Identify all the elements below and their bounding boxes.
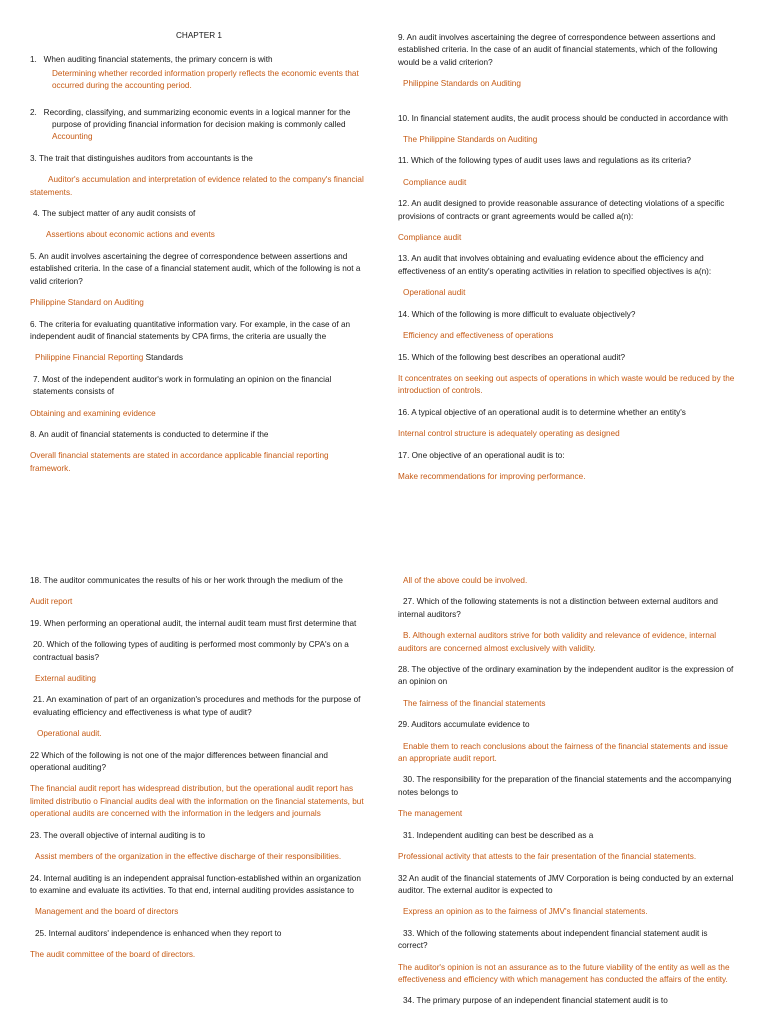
question-text: 4. The subject matter of any audit consists of <box>33 209 196 219</box>
question-4 <box>30 208 368 242</box>
answer-text: Management and the board of directors <box>35 907 179 917</box>
answer-text: Overall financial statements are stated in accordance applicable financial reporting framework. <box>30 451 329 473</box>
answer-text: Operational audit <box>403 288 466 298</box>
question-text: 33. Which of the following statements about independent financial statement audit is correct? <box>398 928 708 951</box>
answer-text: Efficiency and effectiveness of operations <box>403 331 554 341</box>
question-text: 3. The trait that distinguishes auditors from accountants is the <box>30 153 253 163</box>
answer-text: B. Although external auditors strive for both validity and relevance of evidence, internal auditors are concerned almost exclusively with validity. <box>398 631 717 653</box>
question-text: 1. When auditing financial statements, the primary concern is with <box>30 55 273 65</box>
question-text: 25. Internal auditors' independence is enhanced when they report to <box>35 928 282 938</box>
question-9 <box>398 32 738 91</box>
answer-text: Compliance audit <box>403 177 467 187</box>
answer-text: It concentrates on seeking out aspects of operations in which waste would be reduced by the introduction of controls. <box>398 373 735 396</box>
question-34 <box>398 995 738 1007</box>
question-text: 19. When performing an operational audit, the internal audit team must first determine that <box>30 618 357 628</box>
column-bottom-right <box>398 575 738 1008</box>
question-text: 30. The responsibility for the preparation of the financial statements and the accompanying notes belongs to <box>398 775 732 797</box>
question-7 <box>30 374 368 420</box>
question-20 <box>30 639 368 685</box>
question-text: 16. A typical objective of an operational audit is to determine whether an entity's <box>398 407 686 417</box>
question-text: 5. An audit involves ascertaining the degree of correspondence between assertions and established criteria. In the case of a financial statement audit, which of the following is not a valid criterion? <box>30 251 361 286</box>
answer-text: The Philippine Standards on Auditing <box>403 135 538 145</box>
answer-text: Assertions about economic actions and events <box>46 230 215 240</box>
question-8 <box>30 429 368 475</box>
question-29 <box>398 719 738 765</box>
answer-text: The auditor's opinion is not an assurance as to the future viability of the entity as well as the effectiveness and efficiency with which management has conducted the affairs of the entity. <box>398 962 730 984</box>
question-text: 34. The primary purpose of an independent financial statement audit is to <box>403 996 668 1006</box>
chapter-title: CHAPTER 1 <box>176 31 222 40</box>
question-text: 32 An audit of the financial statements of JMV Corporation is being conducted by an external auditor. The external auditor is expected to <box>398 873 734 895</box>
question-11 <box>398 155 738 189</box>
question-text: 28. The objective of the ordinary examination by the independent auditor is the expression of an opinion on <box>398 665 734 687</box>
question-text: 22 Which of the following is not one of the major differences between financial and operational auditing? <box>30 750 328 773</box>
question-10 <box>398 113 738 147</box>
answer-text: Enable them to reach conclusions about the fairness of the financial statements and issue an appropriate audit report. <box>398 741 728 764</box>
answer-text: Professional activity that attests to the fair presentation of the financial statements. <box>398 852 697 862</box>
answer-tail: Standards <box>143 353 183 363</box>
question-text: 6. The criteria for evaluating quantitative information vary. For example, in the case of an independent audit of financial statements by CPA firms, the criteria are usually the <box>30 319 351 341</box>
question-19 <box>30 618 368 630</box>
answer-text: Internal control structure is adequately operating as designed <box>398 429 620 439</box>
answer-text: Auditor's accumulation and interpretation of evidence related to the company's financial statements. <box>30 175 364 197</box>
answer-text: Audit report <box>30 597 73 607</box>
answer-text: The audit committee of the board of directors. <box>30 950 196 960</box>
answer-text: Obtaining and examining evidence <box>30 408 156 418</box>
question-text: 21. An examination of part of an organization's procedures and methods for the purpose of evaluating efficiency and effectiveness is what type of audit? <box>33 695 361 717</box>
answer-text: The management <box>398 809 463 819</box>
question-text: 24. Internal auditing is an independent appraisal function-established within an organization to examine and evaluate its activities. To that end, internal auditing provides assistance to <box>30 873 361 895</box>
question-1 <box>30 54 368 92</box>
question-23 <box>30 830 368 864</box>
answer-text: Express an opinion as to the fairness of JMV's financial statements. <box>403 907 648 917</box>
question-28 <box>398 664 738 710</box>
answer-text: External auditing <box>35 674 96 684</box>
question-text: 13. An audit that involves obtaining and evaluating evidence about the efficiency and effectiveness of an entity's operating activities in relation to specified objectives is a(n): <box>398 254 712 276</box>
question-text: 15. Which of the following best describes an operational audit? <box>398 352 626 362</box>
question-text: 8. An audit of financial statements is conducted to determine if the <box>30 429 269 439</box>
column-top-left <box>30 30 368 475</box>
answer-text: Philippine Financial Reporting <box>35 353 144 363</box>
question-32 <box>398 873 738 919</box>
question-text: 20. Which of the following types of auditing is performed most commonly by CPA's on a contractual basis? <box>33 640 349 662</box>
question-27 <box>398 596 738 655</box>
column-top-right <box>398 32 738 483</box>
question-13 <box>398 253 738 299</box>
question-31 <box>398 830 738 864</box>
question-text: 12. An audit designed to provide reasonable assurance of detecting violations of a specific provisions of contracts or grant agreements would be called a(n): <box>398 199 725 221</box>
answer-text: Philippine Standards on Auditing <box>403 79 521 89</box>
question-18 <box>30 575 368 609</box>
answer-text: Operational audit. <box>37 729 102 739</box>
answer-text: Compliance audit <box>398 233 462 243</box>
question-text: 9. An audit involves ascertaining the degree of correspondence between assertions and established criteria. In the case of an audit of financial statements, which of the following would be a valid criterion? <box>398 33 718 67</box>
question-30 <box>398 774 738 820</box>
question-33 <box>398 928 738 987</box>
question-2 <box>30 107 368 144</box>
answer-text: Accounting <box>52 132 93 142</box>
question-5 <box>30 251 368 310</box>
question-text: 18. The auditor communicates the results of his or her work through the medium of the <box>30 576 343 585</box>
question-6 <box>30 319 368 365</box>
question-17 <box>398 450 738 484</box>
question-text: 27. Which of the following statements is not a distinction between external auditors and internal auditors? <box>398 597 718 619</box>
answer-text: All of the above could be involved. <box>403 576 528 585</box>
question-text: 31. Independent auditing can best be described as a <box>403 830 594 840</box>
answer-text: The fairness of the financial statements <box>403 698 546 708</box>
question-21 <box>30 694 368 740</box>
column-bottom-left <box>30 575 368 962</box>
question-15 <box>398 352 738 398</box>
question-14 <box>398 309 738 343</box>
answer-26 <box>398 575 738 587</box>
answer-text: Make recommendations for improving performance. <box>398 471 586 481</box>
question-text: 29. Auditors accumulate evidence to <box>398 720 530 730</box>
question-24 <box>30 873 368 919</box>
question-25 <box>30 928 368 962</box>
question-text: 7. Most of the independent auditor's work in formulating an opinion on the financial statements consists of <box>33 374 332 397</box>
question-3 <box>30 153 368 199</box>
question-text: 2. Recording, classifying, and summarizing economic events in a logical manner for the purpose of providing financial information for decision making is commonly called <box>30 107 351 130</box>
question-text: 14. Which of the following is more difficult to evaluate objectively? <box>398 309 636 319</box>
answer-text: Assist members of the organization in the effective discharge of their responsibilities. <box>35 852 342 862</box>
answer-text: The financial audit report has widespread distribution, but the operational audit report has limited distributio o Financial audits deal with the information on the financial statements, but operational audits are concerned with the information in the ledgers and journals <box>30 784 364 819</box>
question-12 <box>398 198 738 244</box>
question-text: 11. Which of the following types of audit uses laws and regulations as its criteria? <box>398 156 691 166</box>
question-text: 17. One objective of an operational audit is to: <box>398 450 565 460</box>
answer-text: Philippine Standard on Auditing <box>30 298 144 308</box>
question-text: 23. The overall objective of internal auditing is to <box>30 830 206 840</box>
answer-text: Determining whether recorded information properly reflects the economic events that occurred during the accounting period. <box>52 68 359 91</box>
question-22 <box>30 750 368 821</box>
question-16 <box>398 407 738 441</box>
question-text: 10. In financial statement audits, the audit process should be conducted in accordance with <box>398 113 728 123</box>
